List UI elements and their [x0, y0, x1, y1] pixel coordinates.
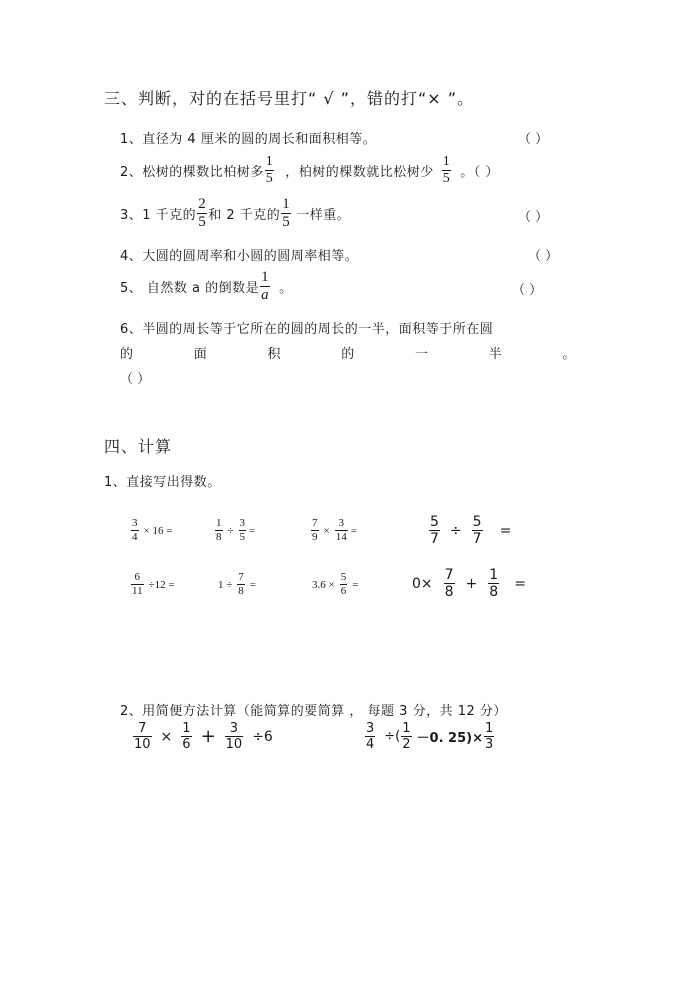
equals-sign: = [249, 524, 256, 537]
question-3 [120, 197, 350, 230]
numerator: 3 [366, 721, 375, 736]
denominator: 8 [216, 531, 222, 543]
denominator: 5 [239, 531, 246, 543]
question-5-part-a: 5、 自然数 a 的倒数是 [120, 281, 260, 296]
denominator: 10 [134, 737, 151, 752]
question-1: 1、直径为 4 厘米的圆的周长和面积相等。 [120, 132, 377, 147]
fraction [133, 722, 152, 751]
justified-char: 面 [193, 347, 208, 362]
fraction [484, 722, 494, 751]
question-6-line-2 [120, 343, 576, 362]
fraction [131, 518, 139, 543]
expression-r1-2 [214, 518, 255, 543]
denominator: 4 [366, 737, 375, 752]
fraction [335, 518, 348, 543]
numerator: 2 [198, 196, 207, 212]
numerator: 5 [472, 514, 482, 530]
fraction-2-5 [197, 197, 207, 230]
numerator: 7 [312, 517, 318, 529]
answer-paren-1[interactable]: （ ） [518, 132, 549, 147]
question-2 [120, 155, 499, 186]
equals-sign: = [352, 578, 359, 591]
expression-rest: × 16 = [143, 524, 173, 537]
numerator: 5 [430, 514, 439, 530]
denominator: 11 [132, 585, 143, 597]
question-5-part-b: 。 [279, 281, 293, 296]
question-2-part-a: 2、松树的棵数比柏树多 [120, 165, 264, 180]
denominator: a [261, 287, 270, 303]
calculation-1 [132, 722, 273, 751]
denominator: 8 [238, 585, 244, 597]
operator: × [160, 728, 173, 745]
denominator: 9 [312, 531, 318, 543]
fraction [401, 722, 411, 751]
numerator: 1 [442, 154, 451, 169]
subsection-1-title: 1、直接写出得数。 [104, 475, 221, 490]
fraction [429, 515, 440, 546]
denominator: 10 [225, 737, 243, 752]
question-4: 4、大圆的圆周率和小圆的圆周率相等。 [120, 249, 359, 264]
numerator: 1 [216, 517, 222, 529]
fraction [181, 722, 191, 751]
denominator: 6 [182, 737, 191, 752]
justified-char: 。 [562, 347, 576, 362]
numerator: 1 [265, 154, 274, 169]
numerator: 7 [238, 571, 244, 583]
fraction-1-5 [265, 155, 275, 186]
expression-prefix: 3.6 × [312, 578, 335, 591]
numerator: 3 [132, 517, 138, 529]
question-6-line-1: 6、半圆的周长等于它所在的圆的周长的一半，面积等于所在圆 [120, 322, 494, 337]
answer-paren-6[interactable]: （ ） [120, 372, 151, 387]
subsection-2-title: 2、用简便方法计算（能简算的要简算 ， 每题 3 分，共 12 分） [120, 704, 507, 719]
equals-sign: = [514, 575, 526, 592]
question-5 [120, 270, 293, 303]
denominator: 2 [402, 737, 411, 752]
denominator: 8 [444, 584, 454, 600]
denominator: 6 [340, 585, 347, 597]
expression-r1-1 [130, 518, 172, 543]
numerator: 7 [444, 567, 454, 583]
question-2-part-c[interactable]: 。（ ） [460, 165, 499, 180]
denominator: 4 [132, 531, 138, 543]
question-3-part-b: 和 2 千克的 [208, 208, 281, 223]
numerator: 1 [489, 567, 499, 583]
operator: ÷ [227, 524, 234, 537]
expression-r2-4 [412, 568, 526, 599]
fraction [131, 572, 144, 597]
expression-r1-4 [428, 515, 511, 546]
justified-char: 积 [267, 347, 281, 362]
expression-r2-3 [312, 572, 358, 597]
justified-char: 半 [488, 347, 503, 362]
justified-char: 一 [414, 347, 429, 362]
denominator: 3 [484, 737, 494, 752]
answer-paren-5[interactable]: （ ） [512, 283, 543, 298]
fraction [239, 518, 247, 543]
denominator: 14 [335, 531, 347, 543]
fraction [340, 572, 348, 597]
denominator: 7 [430, 531, 439, 547]
denominator: 7 [472, 531, 482, 547]
numerator: 7 [138, 721, 147, 736]
operator: + [465, 575, 478, 592]
equals-sign: = [350, 524, 357, 537]
expression-r1-3 [310, 518, 357, 543]
denominator: 5 [282, 214, 291, 230]
answer-paren-3[interactable]: （ ） [518, 210, 549, 225]
denominator: 5 [265, 171, 274, 186]
fraction [311, 518, 319, 543]
calculation-2 [364, 722, 495, 751]
expression-rest: ÷12 = [148, 578, 175, 591]
expression-prefix: 0× [412, 575, 433, 592]
fraction [237, 572, 245, 597]
expression-tail: ÷6 [252, 728, 273, 745]
section-3-title: 三、判断，对的在括号里打“ √ ”，错的打“× ”。 [104, 89, 475, 108]
fraction [365, 722, 375, 751]
numerator: 1 [182, 721, 191, 736]
fraction [444, 568, 455, 599]
section-4-title: 四、计算 [104, 437, 173, 456]
question-3-part-a: 3、1 千克的 [120, 208, 197, 223]
numerator: 5 [340, 571, 347, 583]
numerator: 1 [402, 721, 411, 736]
denominator: 5 [442, 171, 451, 186]
operator: × [323, 524, 330, 537]
justified-char: 的 [120, 347, 134, 362]
answer-paren-4[interactable]: （ ） [528, 249, 559, 264]
question-3-part-c: 一样重。 [296, 208, 351, 223]
justified-char: 的 [341, 347, 355, 362]
denominator: 5 [198, 214, 207, 230]
fraction [215, 518, 223, 543]
fraction-1-5 [442, 155, 452, 186]
operator: ÷ [449, 522, 462, 539]
fraction [488, 568, 499, 599]
numerator: 6 [134, 571, 141, 583]
question-2-part-b: ，柏树的棵数就比松树少 [285, 165, 434, 180]
fraction-1-5 [281, 197, 291, 230]
fraction [225, 722, 244, 751]
numerator: 1 [484, 721, 494, 736]
numerator: 3 [239, 517, 246, 529]
numerator: 3 [338, 517, 344, 529]
numerator: 3 [229, 721, 239, 736]
operator: + [200, 726, 216, 747]
expression-prefix: 1 ÷ [218, 578, 233, 591]
equals-sign: = [249, 578, 257, 591]
expression-tail: －0. 25)× [416, 731, 483, 746]
numerator: 1 [261, 269, 270, 285]
fraction-1-a [260, 270, 270, 303]
expression-middle: ÷( [384, 729, 401, 744]
expression-r2-2 [218, 572, 256, 597]
fraction [472, 515, 483, 546]
expression-r2-1 [130, 572, 175, 597]
numerator: 1 [282, 196, 291, 212]
denominator: 8 [489, 584, 499, 600]
equals-sign: = [499, 522, 512, 539]
